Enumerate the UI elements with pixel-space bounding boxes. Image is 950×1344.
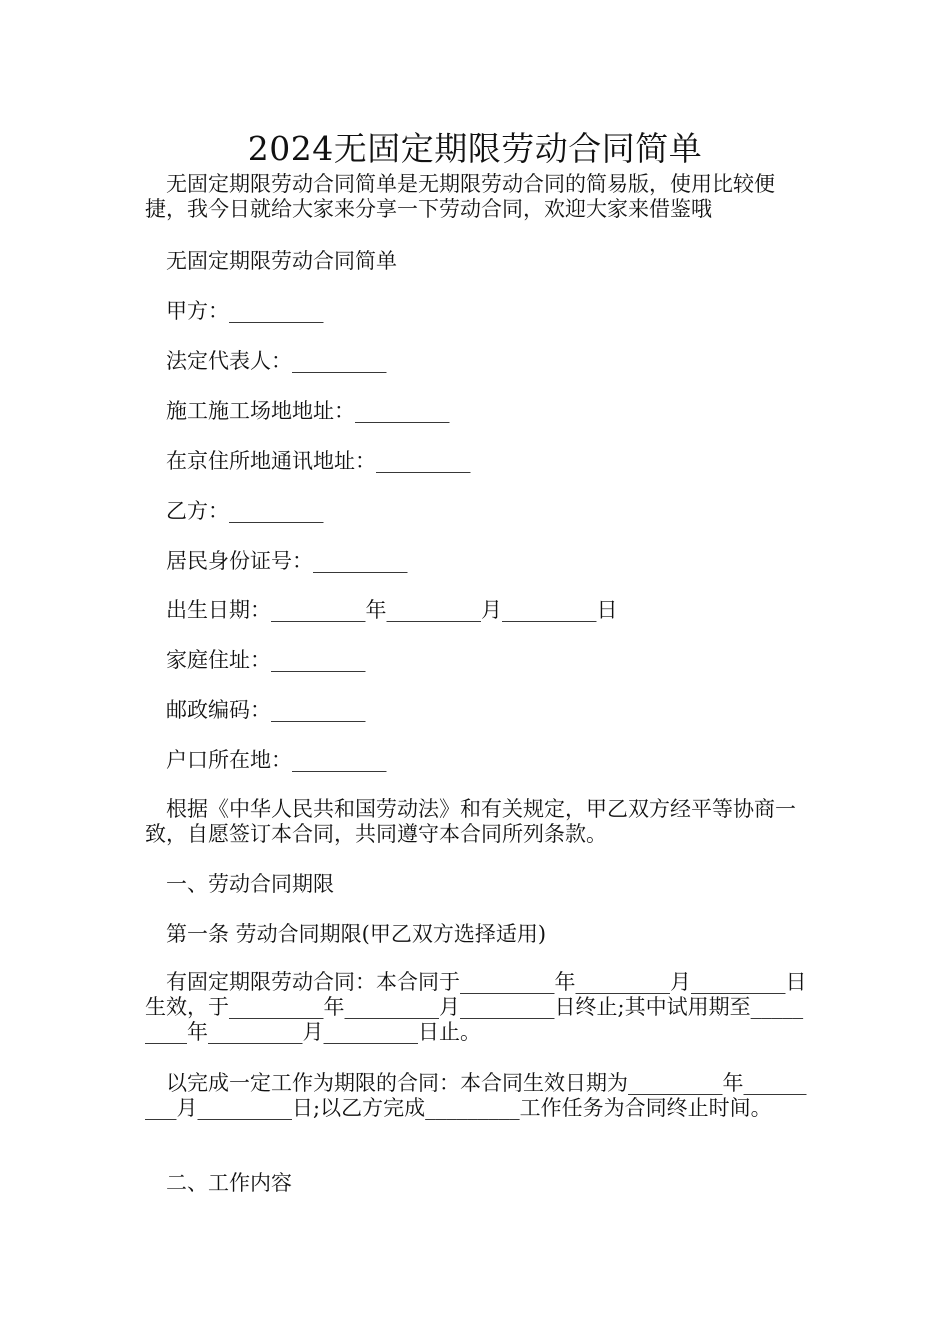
postal-code-field: 邮政编码：_________ xyxy=(166,698,366,722)
legal-rep-field: 法定代表人：_________ xyxy=(166,349,387,373)
home-address-field: 家庭住址：_________ xyxy=(166,648,366,672)
birth-date-field: 出生日期：_________年_________月_________日 xyxy=(166,598,618,622)
party-b-field: 乙方：_________ xyxy=(166,499,324,523)
article-1-heading: 第一条 劳动合同期限(甲乙双方选择适用) xyxy=(166,922,547,946)
section-heading-1: 一、劳动合同期限 xyxy=(166,872,334,896)
document-title: 2024无固定期限劳动合同简单 xyxy=(247,129,703,168)
intro-paragraph: 无固定期限劳动合同简单是无期限劳动合同的简易版，使用比较便捷，我今日就给大家来分享一下劳动合同，欢迎大家来借鉴哦 xyxy=(145,172,775,221)
beijing-address-field: 在京住所地通讯地址：_________ xyxy=(166,449,471,473)
site-address-field: 施工施工场地地址：_________ xyxy=(166,399,450,423)
party-a-field: 甲方：_________ xyxy=(166,299,324,323)
hukou-field: 户口所在地：_________ xyxy=(166,748,387,772)
fixed-term-paragraph: 有固定期限劳动合同：本合同于_________年_________月_________日生效，于_________年_________月_________日终止;其中试用期至_________年_________月_________日止。 xyxy=(145,970,807,1044)
section-heading-2: 二、工作内容 xyxy=(166,1171,292,1195)
id-number-field: 居民身份证号：_________ xyxy=(166,549,408,573)
task-term-paragraph: 以完成一定工作为期限的合同：本合同生效日期为_________年_________月_________日;以乙方完成_________工作任务为合同终止时间。 xyxy=(145,1071,807,1120)
basis-paragraph: 根据《中华人民共和国劳动法》和有关规定，甲乙双方经平等协商一致，自愿签订本合同，共同遵守本合同所列条款。 xyxy=(145,797,796,846)
contract-subtitle: 无固定期限劳动合同简单 xyxy=(166,249,397,273)
